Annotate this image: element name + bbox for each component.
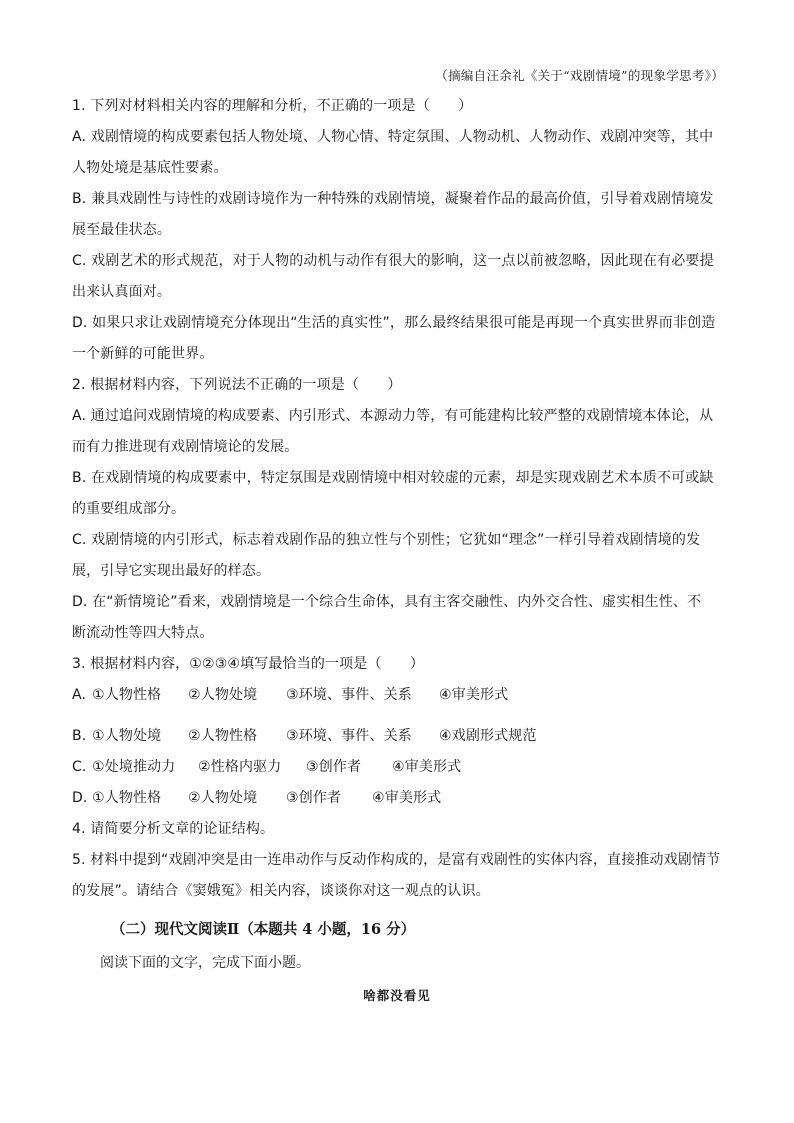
question-4-stem: 4. 请简要分析文章的论证结构。: [72, 821, 275, 837]
question-1-option-b-line-1: B. 兼具戏剧性与诗性的戏剧诗境作为一种特殊的戏剧情境，凝聚着作品的最高价值，引导着戏剧情境发: [72, 191, 714, 207]
question-1-option-c-line-1: C. 戏剧艺术的形式规范，对于人物的动机与动作有很大的影响，这一点以前被忽略，因此现在有必要提: [72, 253, 714, 269]
option-label: B.: [72, 728, 87, 744]
section-heading: （二）现代文阅读Ⅱ（本题共 4 小题，16 分）: [111, 921, 416, 938]
option-item-1: ①处境推动力: [92, 759, 176, 775]
option-item-3: ③环境、事件、关系: [286, 687, 412, 703]
question-2-option-d-line-2: 断流动性等四大特点。: [72, 625, 214, 641]
question-1-option-d-line-2: 一个新鲜的可能世界。: [72, 346, 214, 362]
reading-instruction: 阅读下面的文字，完成下面小题。: [100, 955, 310, 971]
question-5-line-2: 的发展”。请结合《窦娥冤》相关内容，谈谈你对这一观点的认识。: [72, 883, 490, 899]
option-item-1: ①人物性格: [92, 687, 162, 703]
question-2-option-c-line-1: C. 戏剧情境的内引形式，标志着戏剧作品的独立性与个别性；它犹如“理念”一样引导着戏剧情境的发: [72, 532, 701, 548]
question-2-option-a-line-1: A. 通过追问戏剧情境的构成要素、内引形式、本源动力等，有可能建构比较严整的戏剧情境本体论，从: [72, 408, 714, 424]
source-citation: （摘编自汪余礼《关于“戏剧情境”的现象学思考》）: [435, 68, 724, 83]
option-item-3: ③环境、事件、关系: [286, 728, 412, 744]
option-item-1: ①人物性格: [92, 790, 162, 806]
story-title: 啥都没看见: [363, 988, 431, 1003]
question-1-option-a-line-1: A. 戏剧情境的构成要素包括人物处境、人物心情、特定氛围、人物动机、人物动作、戏剧冲突等，其中: [72, 129, 714, 145]
question-1-option-c-line-2: 出来认真面对。: [72, 284, 172, 300]
question-2-option-d-line-1: D. 在“新情境论”看来，戏剧情境是一个综合生命体，具有主客交融性、内外交合性、虚实相生性、不: [72, 594, 702, 610]
option-item-2: ②人物处境: [188, 790, 258, 806]
question-2-option-b-line-1: B. 在戏剧情境的构成要素中，特定氛围是戏剧情境中相对较虚的元素，却是实现戏剧艺术本质不可或缺: [72, 470, 714, 486]
option-item-4: ④戏剧形式规范: [439, 728, 537, 744]
question-5-line-1: 5. 材料中提到“戏剧冲突是由一连串动作与反动作构成的，是富有戏剧性的实体内容，直接推动戏剧情节: [72, 852, 721, 868]
option-item-3: ③创作者: [286, 790, 342, 806]
option-item-4: ④审美形式: [439, 687, 509, 703]
option-item-3: ③创作者: [306, 759, 362, 775]
option-item-4: ④审美形式: [372, 790, 442, 806]
questions-block: [72, 96, 722, 912]
question-3-option-d: [72, 788, 722, 819]
option-item-2: ②人物处境: [188, 687, 258, 703]
question-3-stem: 3. 根据材料内容，①②③④填写最恰当的一项是（ ）: [72, 656, 425, 672]
option-label: A.: [72, 687, 87, 703]
question-2-option-a-line-2: 而有力推进现有戏剧情境论的发展。: [72, 439, 299, 455]
option-label: C.: [72, 759, 87, 775]
option-item-4: ④审美形式: [392, 759, 462, 775]
question-2-option-c-line-2: 展，引导它实现出最好的样态。: [72, 563, 271, 579]
question-1-option-a-line-2: 人物处境是基底性要素。: [72, 160, 228, 176]
question-3-option-a: [72, 685, 722, 726]
option-item-1: ①人物处境: [92, 728, 162, 744]
option-item-2: ②性格内驱力: [198, 759, 282, 775]
question-1-stem: 1. 下列对材料相关内容的理解和分析，不正确的一项是（ ）: [72, 98, 473, 114]
question-1-option-d-line-1: D. 如果只求让戏剧情境充分体现出“生活的真实性”，那么最终结果很可能是再现一个真实世界而非创造: [72, 315, 716, 331]
question-3-option-c: [72, 757, 722, 788]
option-item-2: ②人物性格: [188, 728, 258, 744]
question-1-option-b-line-2: 展至最佳状态。: [72, 222, 172, 238]
option-label: D.: [72, 790, 88, 806]
question-2-option-b-line-2: 的重要组成部分。: [72, 501, 186, 517]
question-3-option-b: [72, 726, 722, 757]
question-2-stem: 2. 根据材料内容，下列说法不正确的一项是（ ）: [72, 377, 402, 393]
